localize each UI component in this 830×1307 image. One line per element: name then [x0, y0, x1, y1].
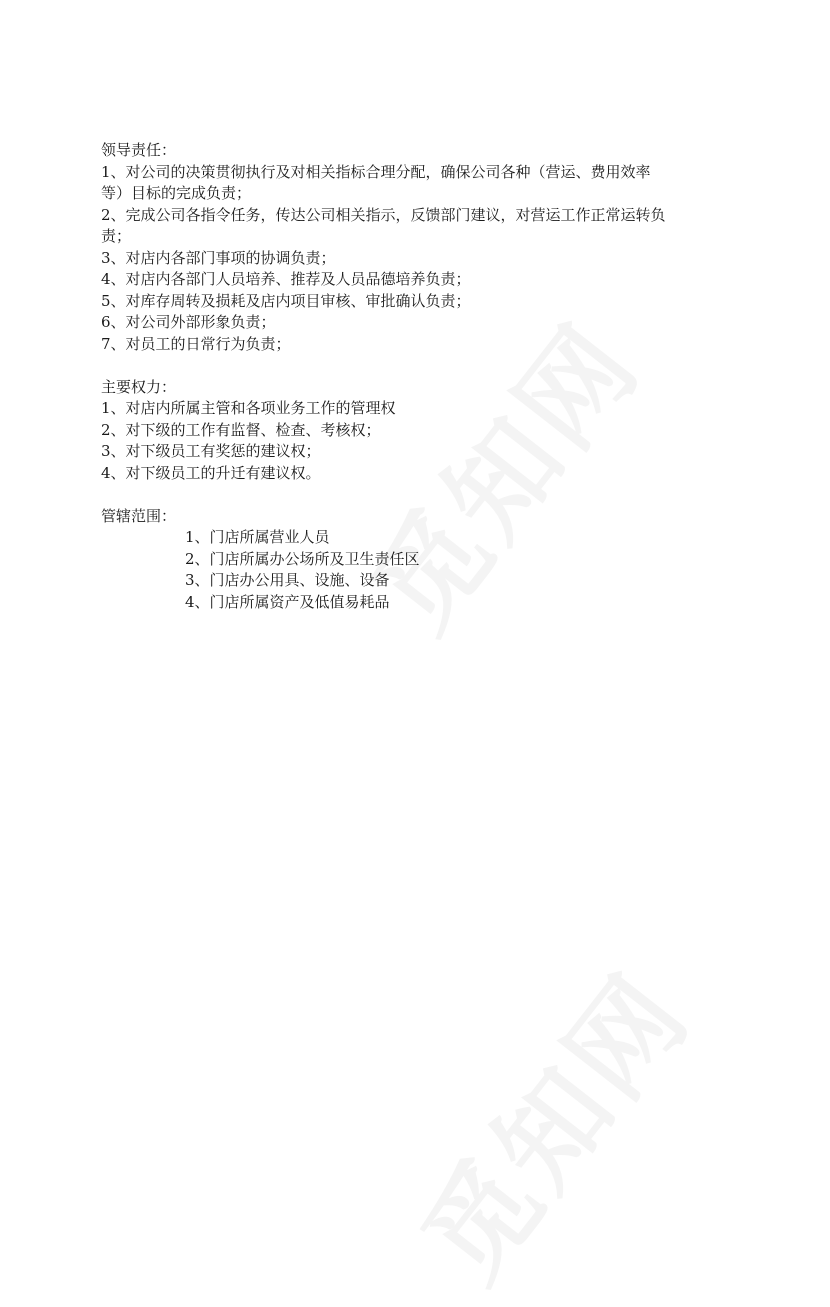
list-item: 2、门店所属办公场所及卫生责任区 — [185, 549, 420, 568]
list-item: 3、门店办公用具、设施、设备 — [185, 571, 390, 589]
list-item: 1、对店内所属主管和各项业务工作的管理权 — [101, 399, 396, 417]
list-item: 5、对库存周转及损耗及店内项目审核、审批确认负责； — [101, 291, 471, 310]
section-title: 领导责任： — [101, 141, 177, 159]
list-item: 1、门店所属营业人员 — [185, 528, 330, 546]
list-item: 3、对下级员工有奖惩的建议权； — [101, 442, 321, 460]
list-item: 等）目标的完成负责； — [101, 184, 252, 202]
document-body — [101, 140, 731, 613]
spacer — [101, 355, 731, 377]
list-item: 3、对店内各部门事项的协调负责； — [101, 248, 336, 267]
list-item: 2、完成公司各指令任务，传达公司相关指示，反馈部门建议，对营运工作正常运转负 — [101, 205, 666, 224]
spacer — [101, 484, 731, 506]
list-item: 4、对下级员工的升迁有建议权。 — [101, 463, 321, 482]
section-title: 主要权力： — [101, 377, 177, 396]
section-jurisdiction-scope — [101, 506, 731, 614]
list-item: 2、对下级的工作有监督、检查、考核权； — [101, 420, 381, 439]
section-title: 管辖范围： — [101, 506, 177, 525]
list-item: 1、对公司的决策贯彻执行及对相关指标合理分配，确保公司各种（营运、费用效率 — [101, 162, 651, 181]
list-item: 4、门店所属资产及低值易耗品 — [185, 592, 390, 611]
section-main-authority — [101, 377, 731, 485]
list-item: 6、对公司外部形象负责； — [101, 313, 276, 331]
list-item: 责； — [101, 227, 132, 245]
list-item: 4、对店内各部门人员培养、推荐及人员品德培养负责； — [101, 270, 471, 288]
section-leadership-responsibility — [101, 140, 731, 355]
list-item: 7、对员工的日常行为负责； — [101, 334, 291, 353]
watermark — [380, 936, 719, 1307]
